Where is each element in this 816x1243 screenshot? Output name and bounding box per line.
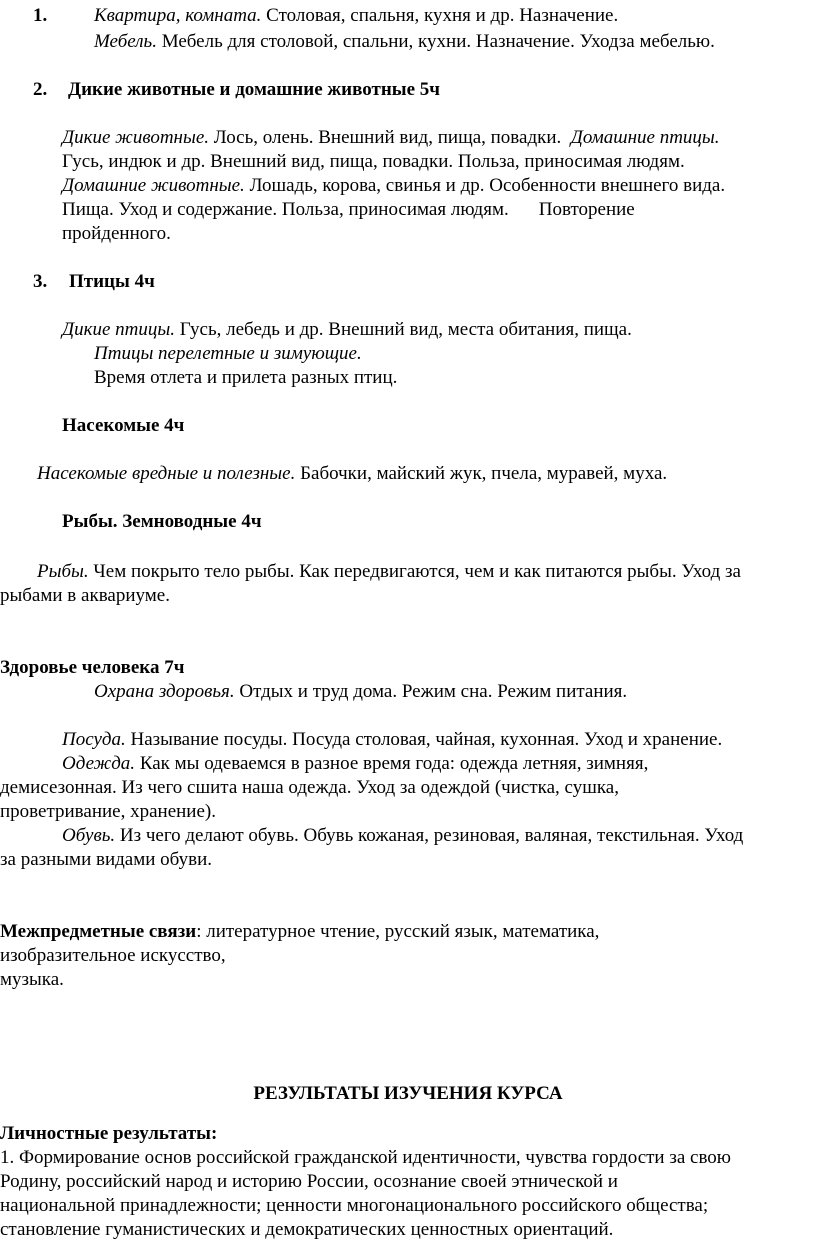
fish-line-2: рыбами в аквариуме. (0, 585, 170, 606)
health-line-3-text: Как мы одеваемся в разное время года: одежда летняя, зимняя, (135, 753, 649, 774)
health-line-7: за разными видами обуви. (0, 849, 213, 870)
health-line-6 (62, 826, 743, 845)
results-line-1: 1. Формирование основ российской гражданской идентичности, чувства гордости за свою (0, 1147, 731, 1168)
section-3-line-3: Время отлета и прилета разных птиц. (94, 367, 398, 388)
health-line-5: проветривание, хранение). (0, 801, 216, 822)
section-2-line-3-text: Лошадь, корова, свинья и др. Особенности внешнего вида. (244, 175, 726, 196)
term-domestic-birds: Домашние птицы. (570, 127, 720, 148)
section-1-line-1-text: Столовая, спальня, кухня и др. Назначение. (261, 5, 619, 26)
section-1-line-2 (94, 32, 715, 51)
fish-line-1 (37, 562, 741, 581)
term-fish: Рыбы. (37, 561, 89, 582)
section-2-title: Дикие животные и домашние животные 5ч (68, 79, 440, 100)
section-3-line-1 (62, 320, 632, 339)
section-2-line-3 (62, 176, 725, 195)
term-insects: Насекомые вредные и полезные. (37, 463, 296, 484)
health-line-2-text: Называние посуды. Посуда столовая, чайная, кухонная. Уход и хранение. (125, 729, 723, 750)
health-line-1-text: Отдых и труд дома. Режим сна. Режим питания. (234, 681, 628, 702)
section-2-review: Повторение (538, 199, 635, 220)
term-wild-animals: Дикие животные. (62, 127, 210, 148)
results-subheading: Личностные результаты: (0, 1123, 218, 1144)
section-1-line-2-text: Мебель для столовой, спальни, кухни. Назначение. Уходза мебелью. (156, 31, 715, 52)
section-2-line-2: Гусь, индюк и др. Внешний вид, пища, повадки. Польза, приносимая людям. (62, 151, 685, 172)
health-line-2 (62, 730, 722, 749)
section-2-line-5: пройденного. (62, 223, 171, 244)
health-line-6-text: Из чего делают обувь. Обувь кожаная, резиновая, валяная, текстильная. Уход (115, 825, 744, 846)
health-title: Здоровье человека 7ч (0, 657, 185, 678)
section-2-number: 2. (33, 79, 48, 100)
links-label: Межпредметные связи (0, 921, 197, 942)
term-wild-birds: Дикие птицы. (62, 319, 175, 340)
term-health: Охрана здоровья. (94, 681, 235, 702)
fish-line-1-text: Чем покрыто тело рыбы. Как передвигаются, чем и как питаются рыбы. Уход за (88, 561, 741, 582)
section-2-line-1 (62, 128, 720, 147)
links-line-1 (0, 922, 599, 941)
health-line-4: демисезонная. Из чего сшита наша одежда. Уход за одеждой (чистка, сушка, (0, 777, 619, 798)
term-clothes: Одежда. (62, 753, 136, 774)
section-3-line-2: Птицы перелетные и зимующие. (94, 343, 362, 364)
health-line-1 (94, 682, 627, 701)
section-3-title: Птицы 4ч (69, 271, 155, 292)
health-line-3 (62, 754, 648, 773)
links-line-1-text: : литературное чтение, русский язык, математика, (196, 921, 600, 942)
results-line-3: национальной принадлежности; ценности многонационального российского общества; (0, 1195, 709, 1216)
term-domestic-animals: Домашние животные. (62, 175, 245, 196)
section-1-number: 1. (33, 5, 48, 26)
insects-line-1-text: Бабочки, майский жук, пчела, муравей, муха. (295, 463, 668, 484)
links-line-3: музыка. (0, 969, 64, 990)
term-footwear: Обувь. (62, 825, 116, 846)
results-line-2: Родину, российский народ и историю России, осознание своей этнической и (0, 1171, 618, 1192)
links-line-2: изобразительное искусство, (0, 945, 226, 966)
section-2-line-1-text: Лось, олень. Внешний вид, пища, повадки. (209, 127, 562, 148)
section-2-line-4-text: Пища. Уход и содержание. Польза, приносимая людям. (62, 199, 509, 220)
term-dishes: Посуда. (62, 729, 126, 750)
term-apartment: Квартира, комната. (94, 5, 262, 26)
section-3-number: 3. (33, 271, 48, 292)
insects-line-1 (37, 464, 667, 483)
section-1-line-1 (94, 6, 618, 25)
fish-title: Рыбы. Земноводные 4ч (62, 511, 262, 532)
section-3-line-1-text: Гусь, лебедь и др. Внешний вид, места обитания, пища. (175, 319, 632, 340)
section-2-line-4 (62, 200, 635, 219)
term-furniture: Мебель. (94, 31, 157, 52)
results-heading: РЕЗУЛЬТАТЫ ИЗУЧЕНИЯ КУРСА (253, 1083, 563, 1104)
insects-title: Насекомые 4ч (62, 415, 185, 436)
results-line-4: становление гуманистических и демократических ценностных ориентаций. (0, 1219, 614, 1240)
